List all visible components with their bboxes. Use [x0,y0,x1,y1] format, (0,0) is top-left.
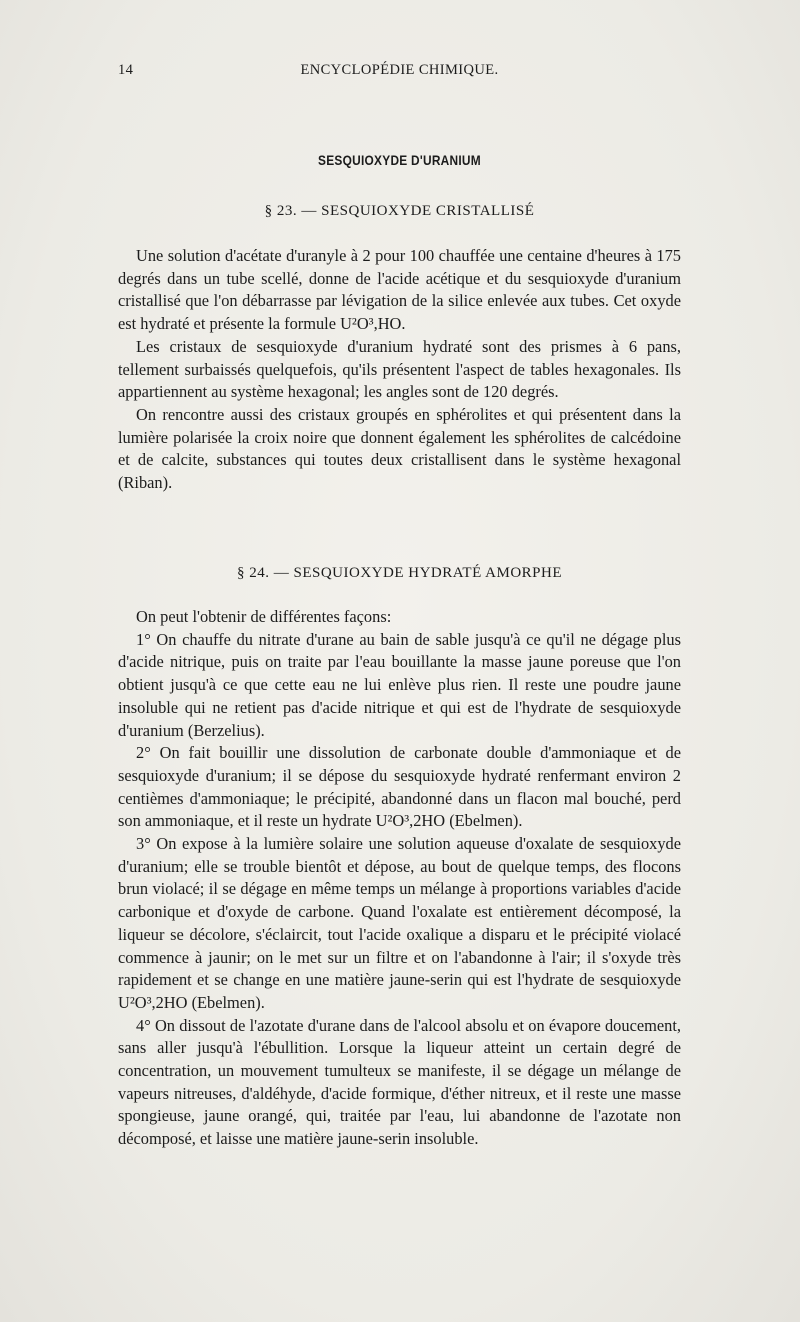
running-head [118,62,681,82]
chapter-title: SESQUIOXYDE D'URANIUM [318,152,481,168]
paragraph: On rencontre aussi des cristaux groupés en sphérolites et qui présentent dans la lumière polarisée la croix noire que donnent également les sphérolites de calcédoine et de calcite, substances qui toutes deux cristallisent dans le système hexagonal (Riban). [118,404,681,493]
paragraph: On peut l'obtenir de différentes façons: [136,607,392,626]
section-body-23 [118,245,681,495]
paragraph: Les cristaux de sesquioxyde d'uranium hydraté sont des prismes à 6 pans, tellement surbaissés quelquefois, qu'ils présentent l'aspect de tables hexagonales. Ils appartiennent au système hexagonal; les angles sont de 120 degrés. [118,336,681,402]
section-number: § 24. — [236,565,290,581]
running-title: ENCYCLOPÉDIE CHIMIQUE. [300,62,499,78]
section-body-24 [118,606,681,1151]
paragraph: 3° On expose à la lumière solaire une solution aqueuse d'oxalate de sesquioxyde d'uranium; elle se trouble bientôt et dépose, au bout de quelque temps, des flocons brun violacé; il se dégage en même temps un mélange à proportions variables d'acide carbonique et d'oxyde de carbone. Quand l'oxalate est entièrement décomposé, la liqueur se décolore, s'éclaircit, tout l'acide oxalique a disparu et le précipité violacé commence à jaunir; on le met sur un filtre et on l'abandonne à l'air; il s'oxyde très rapidement et se change en une matière jaune-serin qui est l'hydrate de sesquioxyde U²O³,2HO (Ebelmen). [118,834,681,1012]
section-heading-24 [118,565,681,582]
section-title: SESQUIOXYDE HYDRATÉ AMORPHE [293,565,562,581]
paragraph: Une solution d'acétate d'uranyle à 2 pour 100 chauffée une centaine d'heures à 175 degrés dans un tube scellé, donne de l'acide acétique et du sesquioxyde d'uranium cristallisé que l'on débarrasse par lévigation de la silice enlevée aux tubes. Cet oxyde est hydraté et présente la formule U²O³,HO. [118,246,681,334]
paragraph: 4° On dissout de l'azotate d'urane dans de l'alcool absolu et on évapore doucement, sans aller jusqu'à l'ébullition. Lorsque la liqueur atteint un certain degré de concentration, un mouvement tumulteux se manifeste, il se dégage un mélange de vapeurs nitreuses, d'aldéhyde, d'acide formique, d'éther nitreux, et il reste une masse spongieuse, jaune orangé, qui, traitée par l'eau, lui abandonne de l'azotate non décomposé, et laisse une matière jaune-serin insoluble. [118,1015,681,1149]
section-heading-23 [118,203,681,220]
paragraph: 2° On fait bouillir une dissolution de carbonate double d'ammoniaque et de sesquioxyde d'uranium; il se dépose du sesquioxyde hydraté renfermant environ 2 centièmes d'ammoniaque; le précipité, abandonné dans un flacon mal bouché, perd son ammoniaque, et il reste un hydrate U²O³,2HO (Ebelmen). [118,743,681,831]
section-number: § 23. — [264,203,317,219]
section-title: SESQUIOXYDE CRISTALLISÉ [321,203,535,219]
paragraph: 1° On chauffe du nitrate d'urane au bain de sable jusqu'à ce qu'il ne dégage plus d'acide nitrique, puis on traite par l'eau bouillante la masse jaune poreuse que l'on obtient jusqu'à ce que cette eau ne lui enlève plus rien. Il reste une poudre jaune insoluble qui ne retient pas d'acide nitrique et qui est de l'hydrate de sesquioxyde d'uranium (Berzelius). [118,629,681,740]
page-number: 14 [118,62,134,78]
